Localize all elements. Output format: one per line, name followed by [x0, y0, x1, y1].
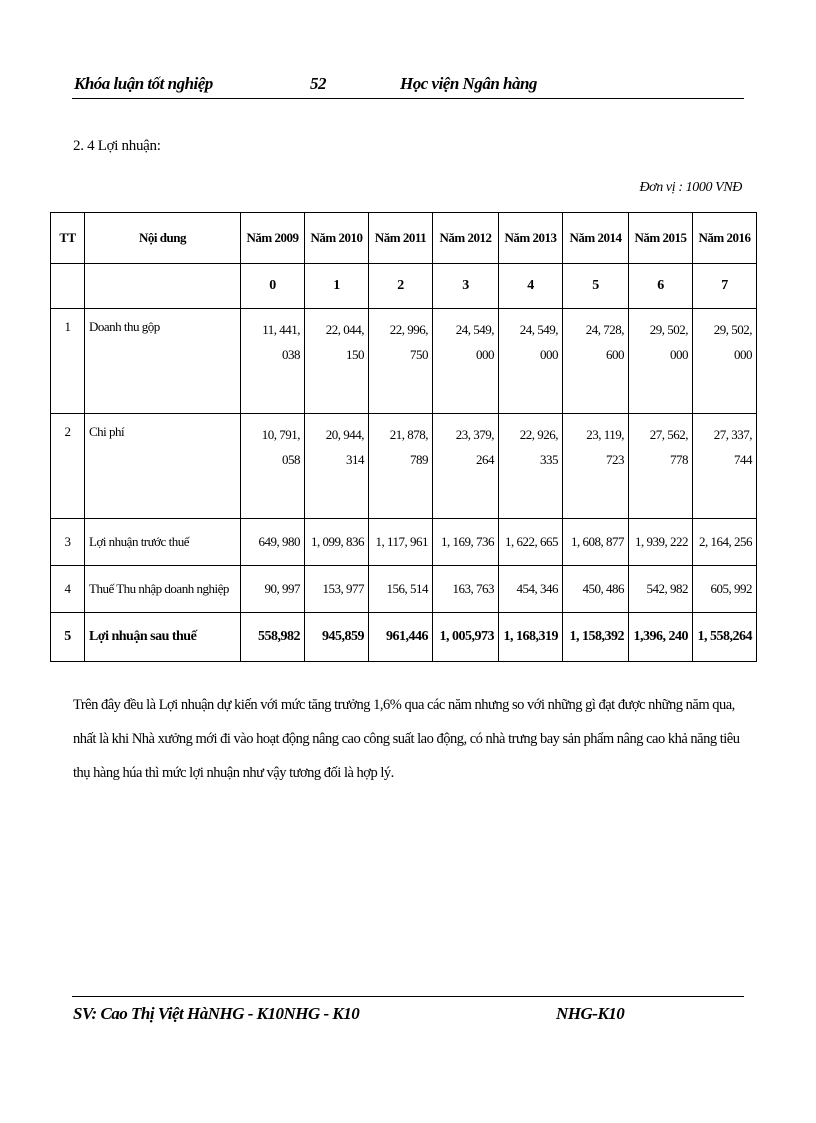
table-cell: 20, 944, 314: [305, 414, 369, 519]
table-cell: 1, 168,319: [499, 613, 563, 662]
table-cell: 29, 502, 000: [629, 309, 693, 414]
table-row-total: [51, 613, 757, 662]
table-cell: 22, 996, 750: [369, 309, 433, 414]
footer-student: SV: Cao Thị Việt HàNHG - K10NHG - K10: [73, 1004, 360, 1023]
row-label: Chi phí: [85, 414, 241, 519]
table-cell: 24, 549, 000: [499, 309, 563, 414]
column-header: Năm 2009: [241, 213, 305, 264]
table-cell: 945,859: [305, 613, 369, 662]
row-number: 4: [51, 566, 85, 613]
table-cell: 1, 169, 736: [433, 519, 499, 566]
table-cell: [85, 264, 241, 309]
header-page-number: 52: [310, 74, 326, 93]
row-number: 2: [51, 414, 85, 519]
footer-divider: [72, 996, 744, 997]
table-cell: 0: [241, 264, 305, 309]
table-row: [51, 309, 757, 414]
row-number: 3: [51, 519, 85, 566]
table-cell: 1, 622, 665: [499, 519, 563, 566]
table-cell: 1: [305, 264, 369, 309]
table-cell: 542, 982: [629, 566, 693, 613]
table-row: [51, 566, 757, 613]
row-number: 5: [51, 613, 85, 662]
column-header: Nội dung: [85, 213, 241, 264]
column-header: Năm 2010: [305, 213, 369, 264]
table-cell: 24, 728, 600: [563, 309, 629, 414]
table-cell: 10, 791, 058: [241, 414, 305, 519]
table-cell: 961,446: [369, 613, 433, 662]
table-cell: 24, 549, 000: [433, 309, 499, 414]
table-row: [51, 519, 757, 566]
unit-note: Đơn vị : 1000 VNĐ: [639, 180, 742, 195]
column-header: Năm 2013: [499, 213, 563, 264]
table-cell: 1, 099, 836: [305, 519, 369, 566]
table-cell: 5: [563, 264, 629, 309]
column-header: Năm 2012: [433, 213, 499, 264]
table-cell: 29, 502, 000: [693, 309, 757, 414]
table-cell: [51, 264, 85, 309]
table-cell: 2: [369, 264, 433, 309]
table-cell: 22, 926, 335: [499, 414, 563, 519]
row-label: Lợi nhuận trước thuế: [85, 519, 241, 566]
table-cell: 27, 337, 744: [693, 414, 757, 519]
table-header-row: [51, 213, 757, 264]
table-cell: 156, 514: [369, 566, 433, 613]
index-row: [51, 264, 757, 309]
table-cell: 153, 977: [305, 566, 369, 613]
body-paragraph: Trên đây đều là Lợi nhuận dự kiến với mức tăng trưởng 1,6% qua các năm nhưng so với những gì đạt được những năm qua, nhất là khi Nhà xưởng mới đi vào hoạt động nâng cao công suất lao động, có nhà trưng bay sản phẩm nâng cao khả năng tiêu thụ hàng húa thì mức lợi nhuận như vậy tương đối là hợp lý.: [73, 697, 740, 781]
table-cell: 22, 044, 150: [305, 309, 369, 414]
column-header: Năm 2011: [369, 213, 433, 264]
row-label: Thuế Thu nhập doanh nghiệp: [85, 566, 241, 613]
table-cell: 558,982: [241, 613, 305, 662]
header-thesis-title: Khóa luận tốt nghiệp: [74, 74, 213, 93]
table-cell: 1, 939, 222: [629, 519, 693, 566]
row-number: 1: [51, 309, 85, 414]
section-title: 2. 4 Lợi nhuận:: [73, 138, 161, 154]
column-header: Năm 2016: [693, 213, 757, 264]
table-cell: 1, 005,973: [433, 613, 499, 662]
table-cell: 23, 119, 723: [563, 414, 629, 519]
table-cell: 90, 997: [241, 566, 305, 613]
column-header: Năm 2014: [563, 213, 629, 264]
page-header: [72, 70, 744, 99]
table-cell: 21, 878, 789: [369, 414, 433, 519]
profit-table: [50, 212, 757, 662]
table-cell: 454, 346: [499, 566, 563, 613]
table-cell: 7: [693, 264, 757, 309]
table-cell: 23, 379, 264: [433, 414, 499, 519]
table-cell: 1,396, 240: [629, 613, 693, 662]
row-label: Doanh thu gộp: [85, 309, 241, 414]
table-cell: 1, 117, 961: [369, 519, 433, 566]
table-cell: 3: [433, 264, 499, 309]
row-label: Lợi nhuận sau thuế: [85, 613, 241, 662]
column-header: TT: [51, 213, 85, 264]
table-cell: 605, 992: [693, 566, 757, 613]
table-cell: 4: [499, 264, 563, 309]
table-cell: 27, 562, 778: [629, 414, 693, 519]
table-cell: 11, 441, 038: [241, 309, 305, 414]
table-cell: 1, 608, 877: [563, 519, 629, 566]
header-institution: Học viện Ngân hàng: [400, 74, 537, 93]
table-cell: 163, 763: [433, 566, 499, 613]
column-header: Năm 2015: [629, 213, 693, 264]
table-cell: 2, 164, 256: [693, 519, 757, 566]
table-row: [51, 414, 757, 519]
table-cell: 6: [629, 264, 693, 309]
table-cell: 1, 158,392: [563, 613, 629, 662]
footer-class: NHG-K10: [556, 1004, 625, 1023]
table-cell: 1, 558,264: [693, 613, 757, 662]
table-cell: 450, 486: [563, 566, 629, 613]
table-cell: 649, 980: [241, 519, 305, 566]
